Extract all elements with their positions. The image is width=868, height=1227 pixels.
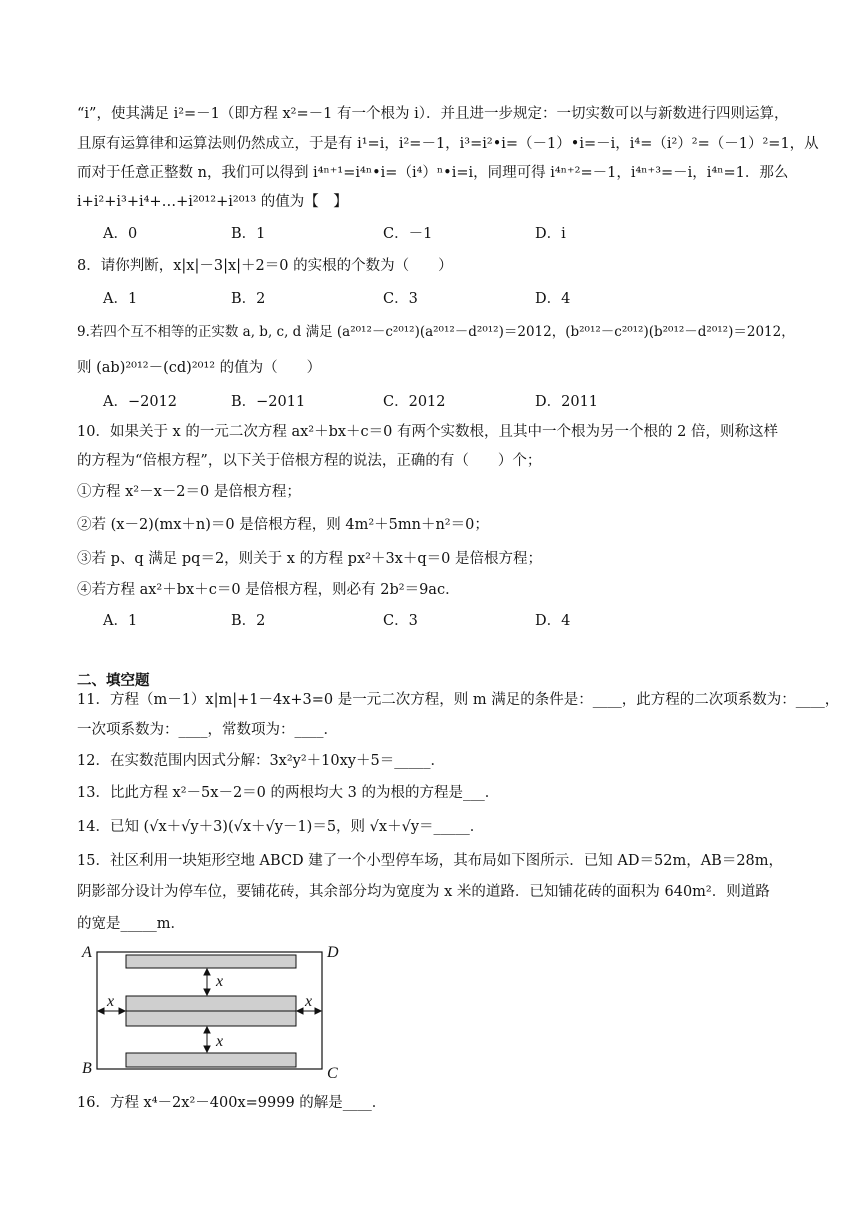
label-x-top: x (216, 973, 224, 990)
q13-stem: 13．比此方程 x²－5x－2＝0 的两根均大 3 的为根的方程是___． (77, 785, 500, 801)
q8-option-c: C．3 (383, 291, 418, 307)
q15-line1: 15．社区利用一块矩形空地 ABCD 建了一个小型停车场，其布局如下图所示．已知 AD＝52m，AB＝28m， (77, 853, 784, 869)
q7-line4: i+i²+i³+i⁴+…+i²⁰¹²+i²⁰¹³ 的值为【 】 (77, 194, 348, 210)
shaded-stall-middle-lower (126, 1011, 296, 1026)
label-b: B (82, 1060, 92, 1077)
q10-line1: 10．如果关于 x 的一元二次方程 ax²＋bx＋c＝0 有两个实数根，且其中一个根为另一个根的 2 倍，则称这样 (77, 424, 778, 440)
q9-line2: 则 (ab)²⁰¹²－(cd)²⁰¹² 的值为（ ） (77, 360, 322, 376)
q14-stem: 14．已知 (√x＋√y＋3)(√x＋√y－1)＝5，则 √x＋√y＝_____． (77, 819, 485, 835)
q11-line2: 一次项系数为：____，常数项为：____． (77, 722, 338, 738)
parking-lot-figure (80, 942, 350, 1082)
q9-line1: 9.若四个互不相等的正实数 a, b, c, d 满足 (a²⁰¹²－c²⁰¹²)(a²⁰¹²－d²⁰¹²)＝2012，(b²⁰¹²－c²⁰¹²)(b²⁰¹²－d²⁰¹²)＝2012， (77, 324, 795, 340)
label-a: A (82, 944, 92, 961)
q9-option-a: A．−2012 (103, 394, 178, 410)
label-c: C (327, 1065, 338, 1082)
q10-item4: ④若方程 ax²＋bx＋c＝0 是倍根方程，则必有 2b²＝9ac． (77, 582, 460, 598)
q16-stem: 16．方程 x⁴－2x²－400x=9999 的解是____． (77, 1095, 387, 1111)
q7-option-c: C．－1 (383, 226, 433, 242)
q10-line2: 的方程为“倍根方程”，以下关于倍根方程的说法，正确的有（ ）个； (77, 453, 542, 469)
q7-line1: “i”，使其满足 i²=－1（即方程 x²=－1 有一个根为 i）．并且进一步规定：一切实数可以与新数进行四则运算， (77, 106, 789, 122)
q10-item2: ②若 (x－2)(mx＋n)＝0 是倍根方程，则 4m²＋5mn＋n²＝0； (77, 517, 489, 533)
q10-option-c: C．3 (383, 613, 418, 629)
q7-line3: 而对于任意正整数 n，我们可以得到 i⁴ⁿ⁺¹=i⁴ⁿ•i=（i⁴）ⁿ•i=i，同理可得 i⁴ⁿ⁺²=－1，i⁴ⁿ⁺³=－i，i⁴ⁿ=1．那么 (77, 165, 789, 181)
shaded-stall-middle-upper (126, 996, 296, 1011)
q11-line1: 11．方程（m－1）x|m|+1－4x+3=0 是一元二次方程，则 m 满足的条件是：____，此方程的二次项系数为：____， (77, 692, 840, 708)
section-title: 二、填空题 (77, 673, 150, 689)
shaded-stall-top (126, 955, 296, 968)
q10-item1: ①方程 x²－x－2＝0 是倍根方程； (77, 484, 301, 500)
q7-option-a: A．0 (103, 226, 138, 242)
q7-line2: 且原有运算律和运算法则仍然成立，于是有 i¹=i，i²=－1，i³=i²•i=（－1）•i=－i，i⁴=（i²）²=（－1）²=1，从 (77, 136, 819, 152)
q9-option-c: C．2012 (383, 394, 446, 410)
q10-option-d: D．4 (535, 613, 571, 629)
shaded-stall-bottom (126, 1053, 296, 1067)
q15-line2: 阴影部分设计为停车位，要铺花砖，其余部分均为宽度为 x 米的道路．已知铺花砖的面积为 640m²．则道路 (77, 884, 770, 900)
q9-option-d: D．2011 (535, 394, 599, 410)
q7-option-b: B．1 (231, 226, 266, 242)
q10-option-b: B．2 (231, 613, 266, 629)
q8-option-d: D．4 (535, 291, 571, 307)
label-d: D (327, 944, 339, 961)
q10-option-a: A．1 (103, 613, 138, 629)
q8-option-a: A．1 (103, 291, 138, 307)
q9-option-b: B．−2011 (231, 394, 306, 410)
label-x-bottom: x (216, 1033, 224, 1050)
q7-option-d: D．i (535, 226, 566, 242)
q12-stem: 12．在实数范围内因式分解：3x²y²＋10xy＋5＝_____． (77, 753, 445, 769)
q8-stem: 8．请你判断，x|x|－3|x|＋2＝0 的实根的个数为（ ） (77, 258, 453, 274)
q8-option-b: B．2 (231, 291, 266, 307)
label-x-left: x (107, 993, 115, 1010)
q10-item3: ③若 p、q 满足 pq＝2，则关于 x 的方程 px²＋3x＋q＝0 是倍根方程； (77, 551, 542, 567)
q15-line3: 的宽是_____m． (77, 916, 185, 932)
label-x-right: x (305, 993, 313, 1010)
